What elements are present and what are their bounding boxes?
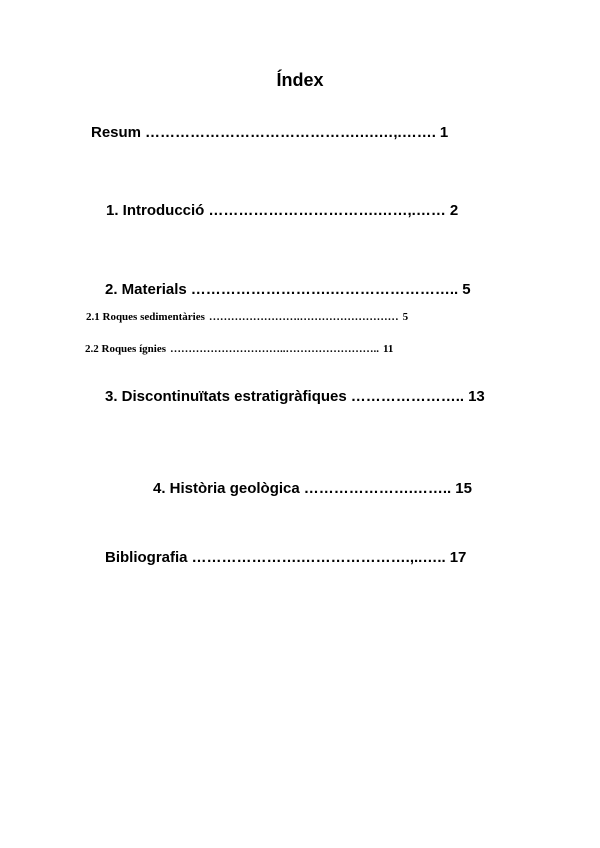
toc-leader-dots: …………………………..…………………….. bbox=[170, 343, 379, 355]
toc-entry-title: Resum bbox=[91, 124, 142, 141]
toc-page-number: 5 bbox=[402, 311, 409, 323]
toc-subentry-roques-ignies bbox=[85, 343, 393, 355]
toc-page-number: 1 bbox=[439, 124, 449, 141]
toc-page-number: 13 bbox=[468, 388, 485, 405]
toc-page-number: 2 bbox=[449, 202, 459, 219]
toc-entry-discontinuitats bbox=[105, 388, 485, 405]
toc-subentry-roques-sedimentaries bbox=[86, 311, 408, 323]
toc-leader-dots: ………………….………………….,..….. bbox=[191, 549, 446, 566]
toc-entry-materials bbox=[105, 281, 471, 298]
toc-entry-historia-geologica bbox=[153, 480, 472, 497]
toc-page-number: 5 bbox=[462, 281, 471, 298]
toc-entry-title: 3. Discontinuïtats estratigràfiques bbox=[105, 388, 347, 405]
toc-entry-title: 4. Història geològica bbox=[153, 480, 300, 497]
toc-leader-dots: …………………………………….….…,.……. bbox=[145, 124, 436, 141]
toc-entry-title: Bibliografia bbox=[105, 549, 188, 566]
toc-leader-dots: ………………….…….. bbox=[303, 480, 452, 497]
toc-page-number: 17 bbox=[449, 549, 467, 566]
toc-entry-title: 2.2 Roques ígnies bbox=[85, 343, 166, 355]
toc-page-number: 11 bbox=[383, 343, 394, 355]
index-title: Índex bbox=[276, 70, 324, 90]
toc-entry-title: 2.1 Roques sedimentàries bbox=[86, 311, 205, 323]
toc-page-number: 15 bbox=[455, 480, 472, 497]
toc-entry-resum bbox=[91, 124, 448, 141]
toc-leader-dots: …………………….……………………… bbox=[208, 311, 399, 323]
toc-leader-dots: …………………………….……,.…… bbox=[208, 202, 446, 219]
toc-entry-introduccio bbox=[106, 202, 458, 219]
toc-entry-title: 2. Materials bbox=[105, 281, 187, 298]
toc-leader-dots: ……………………….…………………….. bbox=[190, 281, 459, 298]
toc-leader-dots: ………………….. bbox=[350, 388, 465, 405]
toc-entry-title: 1. Introducció bbox=[106, 202, 205, 219]
toc-entry-bibliografia bbox=[105, 549, 466, 566]
